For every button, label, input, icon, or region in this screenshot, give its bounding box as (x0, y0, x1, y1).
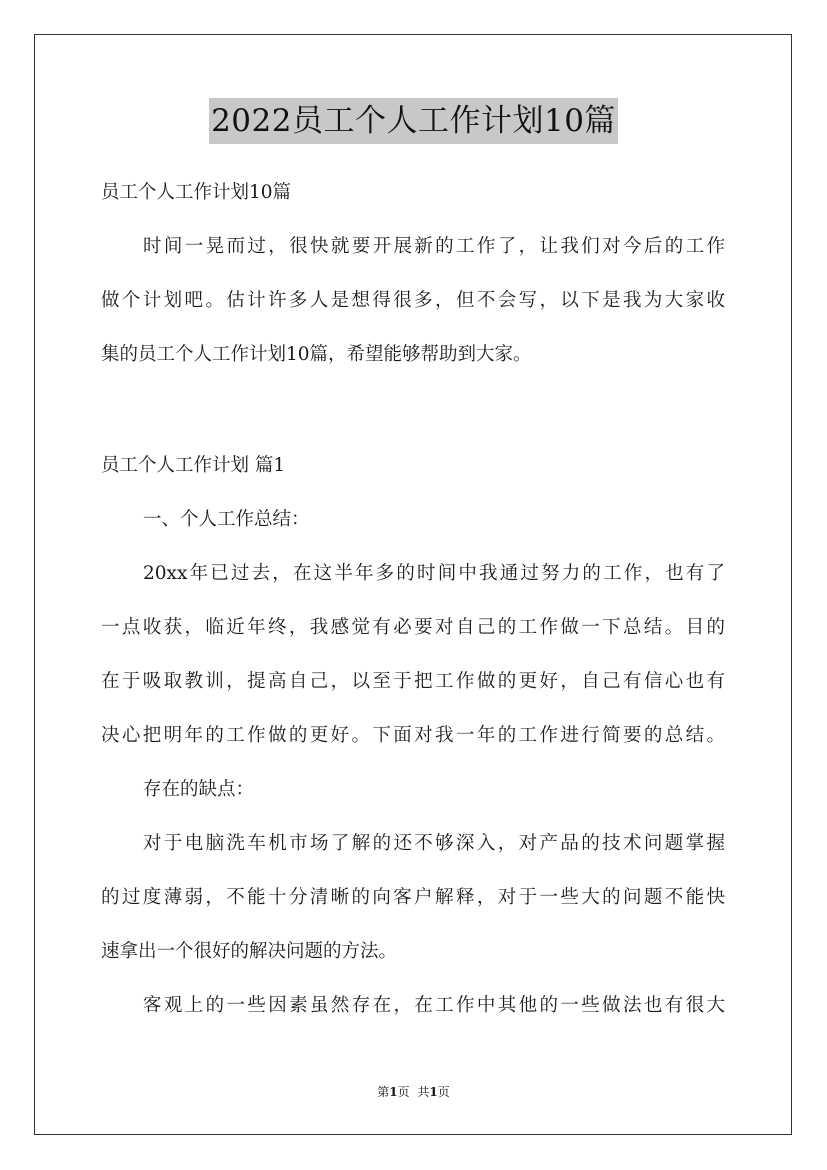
footer-page-number: 1 (389, 1085, 398, 1099)
document-title-text: 2022员工个人工作计划10篇 (209, 98, 618, 144)
footer-total-prefix: 共 (417, 1085, 430, 1099)
item-heading: 一、个人工作总结： (143, 509, 310, 530)
shortcomings-heading: 存在的缺点： (143, 779, 255, 800)
footer-total-pages: 1 (429, 1085, 438, 1099)
page-footer (0, 1082, 827, 1102)
paragraph1-line-2: 一点收获，临近年终，我感觉有必要对自己的工作做一下总结。目的 (101, 617, 725, 638)
intro-line-1: 时间一晃而过，很快就要开展新的工作了，让我们对今后的工作 (143, 236, 725, 257)
paragraph1-line-3: 在于吸取教训，提高自己，以至于把工作做的更好，自己有信心也有 (101, 671, 725, 692)
paragraph1-line-4: 决心把明年的工作做的更好。下面对我一年的工作进行简要的总结。 (101, 725, 725, 746)
footer-page-prefix: 第 (377, 1085, 390, 1099)
document-subtitle: 员工个人工作计划10篇 (101, 182, 292, 203)
paragraph2-line-2: 的过度薄弱，不能十分清晰的向客户解释，对于一些大的问题不能快 (101, 887, 725, 908)
section-heading: 员工个人工作计划 篇1 (101, 455, 286, 476)
paragraph1-line-1: 20xx年已过去，在这半年多的时间中我通过努力的工作，也有了 (143, 563, 725, 584)
footer-total-suffix: 页 (437, 1085, 450, 1099)
document-title (0, 98, 827, 144)
intro-line-3: 集的员工个人工作计划10篇，希望能够帮助到大家。 (101, 344, 532, 365)
paragraph2-line-1: 对于电脑洗车机市场了解的还不够深入，对产品的技术问题掌握 (143, 833, 725, 854)
paragraph3-line-1: 客观上的一些因素虽然存在，在工作中其他的一些做法也有很大 (143, 995, 725, 1016)
intro-line-2: 做个计划吧。估计许多人是想得很多，但不会写，以下是我为大家收 (101, 290, 725, 311)
paragraph2-line-3: 速拿出一个很好的解决问题的方法。 (101, 941, 398, 962)
footer-page-suffix: 页 (397, 1085, 410, 1099)
